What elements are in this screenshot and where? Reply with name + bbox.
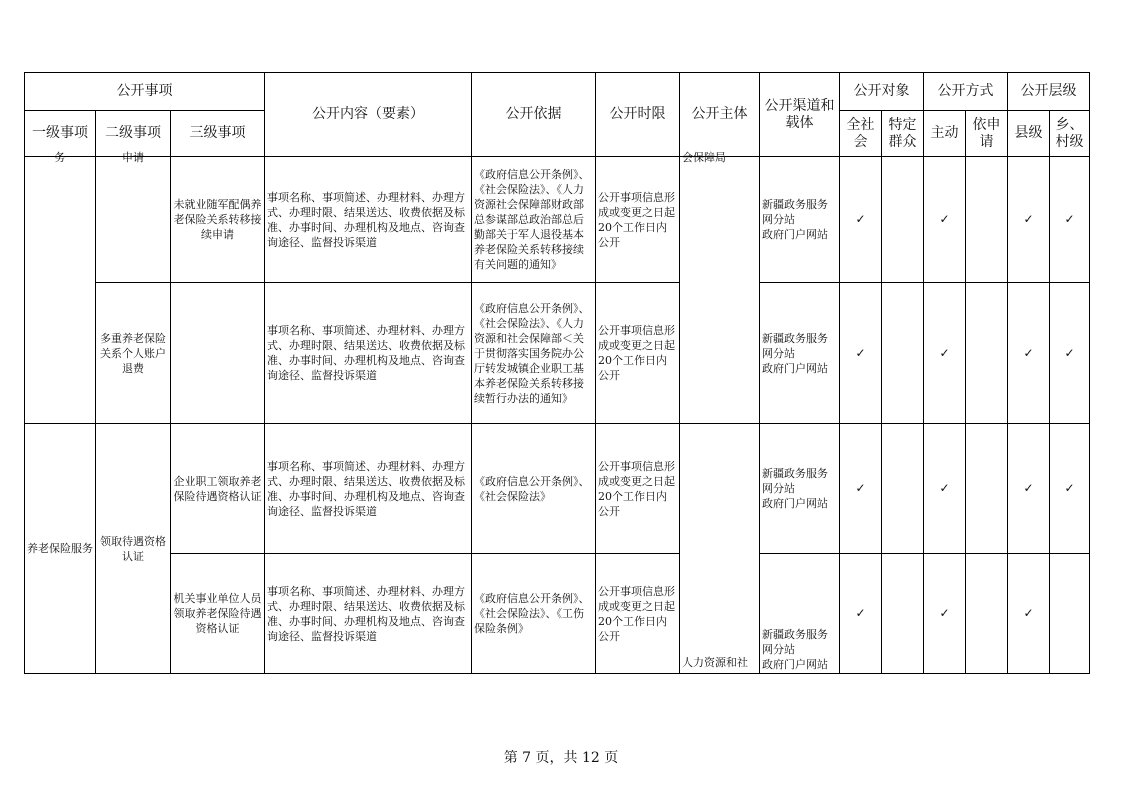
check-method-apply	[966, 424, 1008, 554]
table-row	[25, 554, 1090, 674]
cell-level3: 未就业随军配偶养老保险关系转移接续申请	[171, 157, 265, 283]
check-level-county: ✓	[1008, 283, 1050, 424]
cell-time-limit: 公开事项信息形成或变更之日起20个工作日内公开	[596, 424, 680, 554]
cell-basis: 《政府信息公开条例》、《社会保险法》、《人力资源和社会保障部＜关于贯彻落实国务院办公厅转发城镇企业职工基本养老保险关系转移接续暂行办法的通知》	[472, 283, 596, 424]
cell-time-limit: 公开事项信息形成或变更之日起20个工作日内公开	[596, 554, 680, 674]
check-method-apply	[966, 283, 1008, 424]
cell-subject: 人力资源和社	[680, 424, 760, 674]
cell-content: 事项名称、事项简述、办理材料、办理方式、办理时限、结果送达、收费依据及标准、办事时间、办理机构及地点、咨询查询途径、监督投诉渠道	[265, 283, 472, 424]
header-time-limit: 公开时限	[596, 73, 680, 157]
cell-content: 事项名称、事项简述、办理材料、办理方式、办理时限、结果送达、收费依据及标准、办事时间、办理机构及地点、咨询查询途径、监督投诉渠道	[265, 424, 472, 554]
check-level-village	[1050, 554, 1090, 674]
cell-level3-empty	[171, 283, 265, 424]
cell-level3: 企业职工领取养老保险待遇资格认证	[171, 424, 265, 554]
check-target-all: ✓	[840, 157, 882, 283]
cell-level3: 机关事业单位人员领取养老保险待遇资格认证	[171, 554, 265, 674]
cell-channel: 新疆政务服务网分站 政府门户网站	[760, 283, 840, 424]
cell-time-limit: 公开事项信息形成或变更之日起20个工作日内公开	[596, 157, 680, 283]
header-group-matters: 公开事项	[25, 73, 265, 111]
cell-level1-cut: 务	[25, 157, 96, 424]
cell-basis: 《政府信息公开条例》、《社会保险法》、《人力资源社会保障部财政部总参谋部总政治部总后勤部关于军人退役基本养老保险关系转移接续有关问题的通知》	[472, 157, 596, 283]
header-method-active: 主动	[924, 111, 966, 157]
header-group-target: 公开对象	[840, 73, 924, 111]
cell-level2-cut: 申请	[96, 157, 171, 283]
table-row	[25, 157, 1090, 283]
check-target-specific	[882, 157, 924, 283]
header-group-method: 公开方式	[924, 73, 1008, 111]
check-level-county: ✓	[1008, 157, 1050, 283]
disclosure-table-container	[24, 72, 1089, 671]
check-method-active: ✓	[924, 157, 966, 283]
check-method-active: ✓	[924, 424, 966, 554]
table-row	[25, 283, 1090, 424]
check-target-all: ✓	[840, 283, 882, 424]
check-target-all: ✓	[840, 554, 882, 674]
header-group-level: 公开层级	[1008, 73, 1090, 111]
header-content: 公开内容（要素）	[265, 73, 472, 157]
header-level-county: 县级	[1008, 111, 1050, 157]
header-target-specific: 特定群众	[882, 111, 924, 157]
cell-subject-cut: 会保障局	[680, 157, 760, 424]
header-target-all: 全社会	[840, 111, 882, 157]
check-target-specific	[882, 554, 924, 674]
header-level2: 二级事项	[96, 111, 171, 157]
check-level-village: ✓	[1050, 424, 1090, 554]
check-level-county: ✓	[1008, 554, 1050, 674]
cell-channel: 新疆政务服务网分站 政府门户网站	[760, 424, 840, 554]
cell-content: 事项名称、事项简述、办理材料、办理方式、办理时限、结果送达、收费依据及标准、办事时间、办理机构及地点、咨询查询途径、监督投诉渠道	[265, 554, 472, 674]
check-method-apply	[966, 157, 1008, 283]
page-footer: 第 7 页，共 12 页	[503, 750, 619, 766]
check-method-active: ✓	[924, 554, 966, 674]
header-channel: 公开渠道和载体	[760, 73, 840, 157]
cell-channel: 新疆政务服务网分站 政府门户网站	[760, 554, 840, 674]
check-method-active: ✓	[924, 283, 966, 424]
cell-time-limit: 公开事项信息形成或变更之日起20个工作日内公开	[596, 283, 680, 424]
cell-basis: 《政府信息公开条例》、《社会保险法》	[472, 424, 596, 554]
check-level-village: ✓	[1050, 157, 1090, 283]
check-level-village: ✓	[1050, 283, 1090, 424]
check-target-specific	[882, 283, 924, 424]
disclosure-table	[24, 72, 1090, 674]
header-subject: 公开主体	[680, 73, 760, 157]
header-method-apply: 依申请	[966, 111, 1008, 157]
check-method-apply	[966, 554, 1008, 674]
check-target-specific	[882, 424, 924, 554]
header-level-village: 乡、村级	[1050, 111, 1090, 157]
cell-level2: 多重养老保险关系个人账户退费	[96, 283, 171, 424]
check-level-county: ✓	[1008, 424, 1050, 554]
cell-level2: 领取待遇资格认证	[96, 424, 171, 674]
cell-channel: 新疆政务服务网分站 政府门户网站	[760, 157, 840, 283]
check-target-all: ✓	[840, 424, 882, 554]
table-row	[25, 424, 1090, 554]
cell-basis: 《政府信息公开条例》、《社会保险法》、《工伤保险条例》	[472, 554, 596, 674]
header-level3: 三级事项	[171, 111, 265, 157]
cell-content: 事项名称、事项简述、办理材料、办理方式、办理时限、结果送达、收费依据及标准、办事时间、办理机构及地点、咨询查询途径、监督投诉渠道	[265, 157, 472, 283]
cell-level1: 养老保险服务	[25, 424, 96, 674]
header-basis: 公开依据	[472, 73, 596, 157]
header-level1: 一级事项	[25, 111, 96, 157]
